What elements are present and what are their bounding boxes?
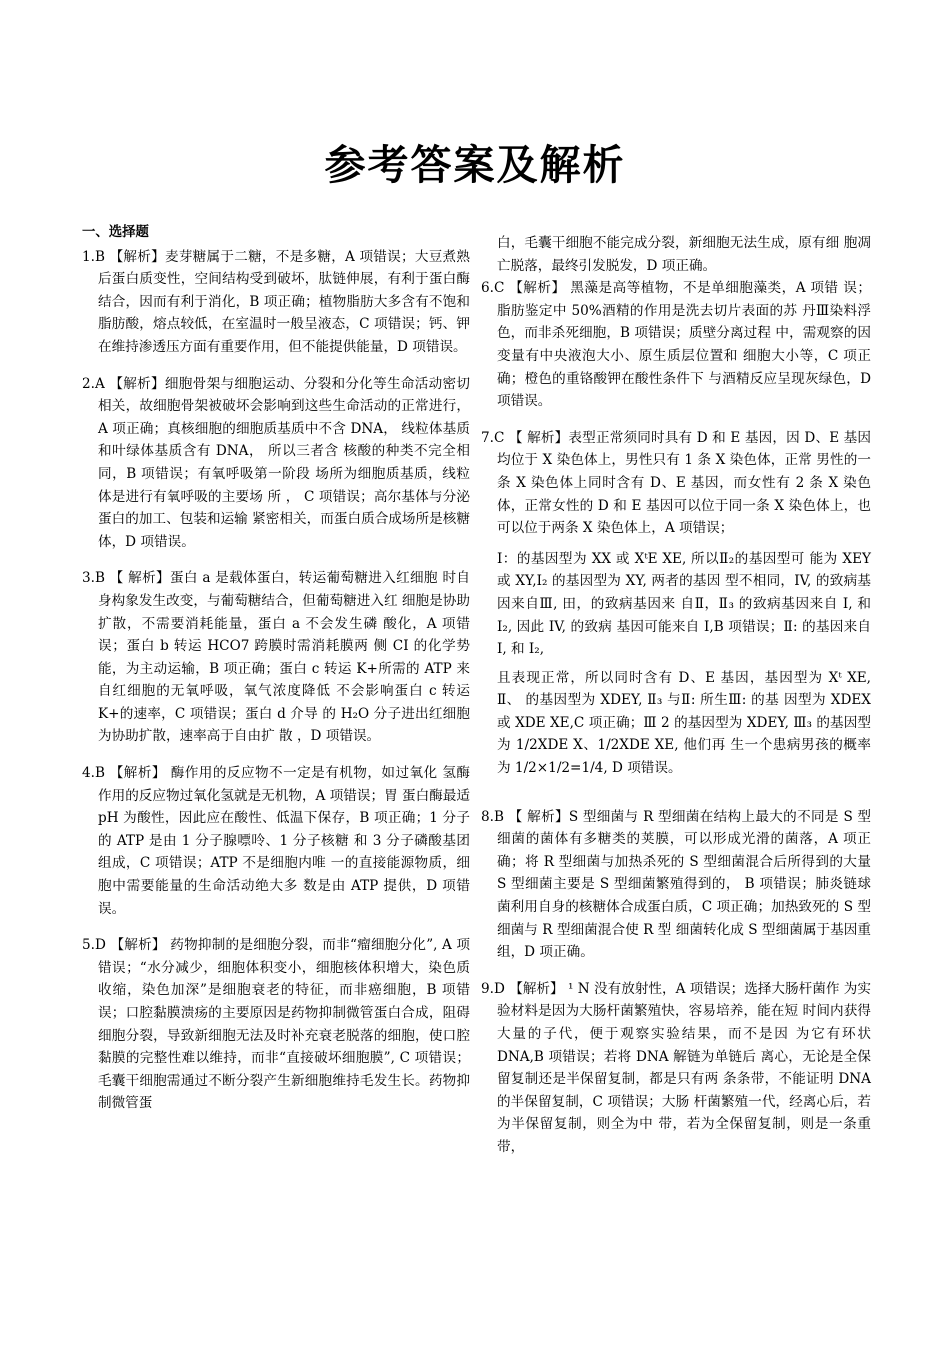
answer-explanation: 【解析】 药物抑制的是细胞分裂，而非“瘤细胞分化”, A 项错误；“水分减少，细胞体积变小，细胞核体积增大，染色质收缩，染色加深”是细胞衰老的特征，而非癌细胞，B 项错误；口腔黏膜溃疡的主要原因是药物抑制微管蛋白合成，阻碍细胞分裂，导致新细胞无法及时补充衰老脱落的细胞，使口腔黏膜的完整性难以维持，而非“直接破坏细胞膜”, C 项错误；毛囊干细胞需通过不断分裂产生新细胞维持毛发生长。药物抑制微管蛋: [98, 937, 471, 1112]
answer-number: 2.A: [82, 375, 105, 392]
answer-item-7: [481, 427, 871, 780]
answer-item-1: [82, 246, 470, 359]
left-column: [82, 222, 470, 1129]
section-heading: 一、选择题: [82, 225, 149, 240]
answer-item-5: [82, 934, 470, 1115]
answer-number: 7.C: [481, 429, 505, 446]
answer-number: 3.B: [82, 570, 105, 587]
answer-number: 4.B: [82, 765, 105, 782]
page-title: 参考答案及解析: [324, 141, 626, 189]
answer-paragraph: [481, 427, 871, 540]
answer-paragraph: 且表现正常，所以同时含有 D、E 基因，基因型为 Xᵗ XE, Ⅱ、 的基因型为 XDEY, Ⅱ₃ 与Ⅱ: 所生Ⅲ: 的基 因型为 XDEX 或 XDE XE,C 项正确；Ⅲ 2 的基因型为 XDEY, Ⅲ₃ 的基因型为 1/2XDE X、1/2XDE XE, 他们再 生一个患病男孩的概率为 1/2×1/2=1/4, D 项错误。: [497, 669, 871, 777]
answer-number: 1.B: [82, 248, 105, 265]
answer-number: 8.B: [481, 808, 504, 825]
answer-paragraph: I：的基因型为 XX 或 XᵗE XE, 所以Ⅱ₂的基因型可 能为 XEY 或 XY,I₂ 的基因型为 XY, 两者的基因 型不相同，IV, 的致病基因来自Ⅲ, 田，的致病基因来 自Ⅱ，Ⅱ₃ 的致病基因来自 I, 和 I₂, 因此 IV, 的致病 基因可能来自 I,B 项错误；Ⅱ: 的基因来自 I, 和 I₂,: [497, 550, 871, 658]
answer-item-6: [481, 277, 871, 413]
answer-explanation: 【解析】 酶作用的反应物不一定是有机物，如过氧化 氢酶作用的反应物过氧化氢就是无机物，A 项错误；胃 蛋白酶最适 pH 为酸性，因此应在酸性、低温下保存，B 项正确；1 分子的 ATP 是由 1 分子腺嘌呤、1 分子核糖 和 3 分子磷酸基团组成，C 项错误；ATP 不是细胞内唯 一的直接能源物质，细胞中需要能量的生命活动绝大多 数是由 ATP 提供，D 项错误。: [98, 765, 471, 917]
answer-number: 5.D: [82, 937, 106, 954]
answer-explanation: 【解析】麦芽糖属于二糖，不是多糖，A 项错误；大豆煮熟后蛋白质变性，空间结构受到破坏，肽链伸展，有利于蛋白酶结合，因而有利于消化，B 项正确；植物脂肪大多含有不饱和脂肪酸，熔点较低，在室温时一般呈液态，C 项错误；钙、钾在维持渗透压方面有重要作用，但不能提供能量，D 项错误。: [98, 248, 471, 355]
answer-item-3: [82, 567, 470, 748]
answer-number: 6.C: [481, 280, 505, 297]
answer-explanation: 【解析】细胞骨架与细胞运动、分裂和分化等生命活动密切相关，故细胞骨架被破坏会影响到这些生命活动的正常进行，A 项正确；真核细胞的细胞质基质中不含 DNA， 线粒体基质和叶绿体基质含有 DNA， 所以三者含 核酸的种类不完全相同，B 项错误；有氧呼吸第一阶段 场所为细胞质基质，线粒体是进行有氧呼吸的主要场 所 ， C 项错误；高尔基体与分泌蛋白的加工、包装和运输 紧密相关，而蛋白质合成场所是核糖体，D 项错误。: [98, 375, 470, 550]
answer-explanation: 【 解析】S 型细菌与 R 型细菌在结构上最大的不同是 S 型细菌的菌体有多糖类的荚膜，可以形成光滑的菌落，A 项正确；将 R 型细菌与加热杀死的 S 型细菌混合后所得到的大量 S 型细菌主要是 S 型细菌繁殖得到的， B 项错误；肺炎链球菌利用自身的核糖体合成蛋白质，C 项正确；加热致死的 S 型细菌与 R 型细菌混合使 R 型 细菌转化成 S 型细菌属于基因重组，D 项正确。: [497, 808, 871, 961]
answer-explanation: 【解析】 ¹ N 没有放射性，A 项错误；选择大肠杆菌作 为实验材料是因为大肠杆菌繁殖快，容易培养，能在短 时间内获得大量的子代，便于观察实验结果，而不是因 为它有环状 DNA,B 项错误；若将 DNA 解链为单链后 离心，无论是全保留复制还是半保留复制，都是只有两 条条带，不能证明 DNA 的半保留复制，C 项错误；大肠 杆菌繁殖一代，经离心后，若为半保留复制，则全为中 带，若为全保留复制，则是一条重带，: [497, 980, 872, 1155]
answer-item-5-continued: 白，毛囊干细胞不能完成分裂，新细胞无法生成，原有细 胞凋亡脱落，最终引发脱发，D 项正确。: [497, 235, 871, 274]
spacer: [481, 794, 871, 806]
answer-item-2: [82, 373, 470, 554]
right-column: [481, 222, 871, 1173]
answer-item-8: [481, 806, 871, 964]
answer-explanation: 【 解析】表型正常须同时具有 D 和 E 基因，因 D、E 基因均位于 X 染色体上，男性只有 1 条 X 染色体，正常 男性的一条 X 染色体上同时含有 D、E 基因，而女性有 2 条 X 染色体，正常女性的 D 和 E 基因可以位于同一条 X 染色体上，也可以位于两条 X 染色体上，A 项错误；: [497, 429, 872, 537]
answer-item-4: [82, 762, 470, 920]
answer-explanation: 【 解析】蛋白 a 是载体蛋白，转运葡萄糖进入红细胞 时自身构象发生改变，与葡萄糖结合，但葡萄糖进入红 细胞是协助扩散，不需要消耗能量，蛋白 a 不会发生磷 酸化，A 项错误；蛋白 b 转运 HCO7 跨膜时需消耗膜两 侧 CI 的化学势能，为主动运输，B 项正确；蛋白 c 转运 K+所需的 ATP 来自红细胞的无氧呼吸，氧气浓度降低 不会影响蛋白 c 转运 K+的速率，C 项错误；蛋白 d 介导 的 H₂O 分子进出红细胞为协助扩散，速率高于自由扩 散 ，D 项错误。: [98, 570, 471, 745]
answer-number: 9.D: [481, 980, 505, 997]
answer-item-9: [481, 978, 871, 1159]
answer-explanation: 【解析】 黑藻是高等植物，不是单细胞藻类，A 项错 误；脂肪鉴定中 50%酒精的作用是洗去切片表面的苏 丹Ⅲ染料浮色，而非杀死细胞，B 项错误；质壁分离过程 中，需观察的因变量有中央液泡大小、原生质层位置和 细胞大小等，C 项正确；橙色的重铬酸钾在酸性条件下 与酒精反应呈现灰绿色，D 项错误。: [497, 280, 871, 410]
